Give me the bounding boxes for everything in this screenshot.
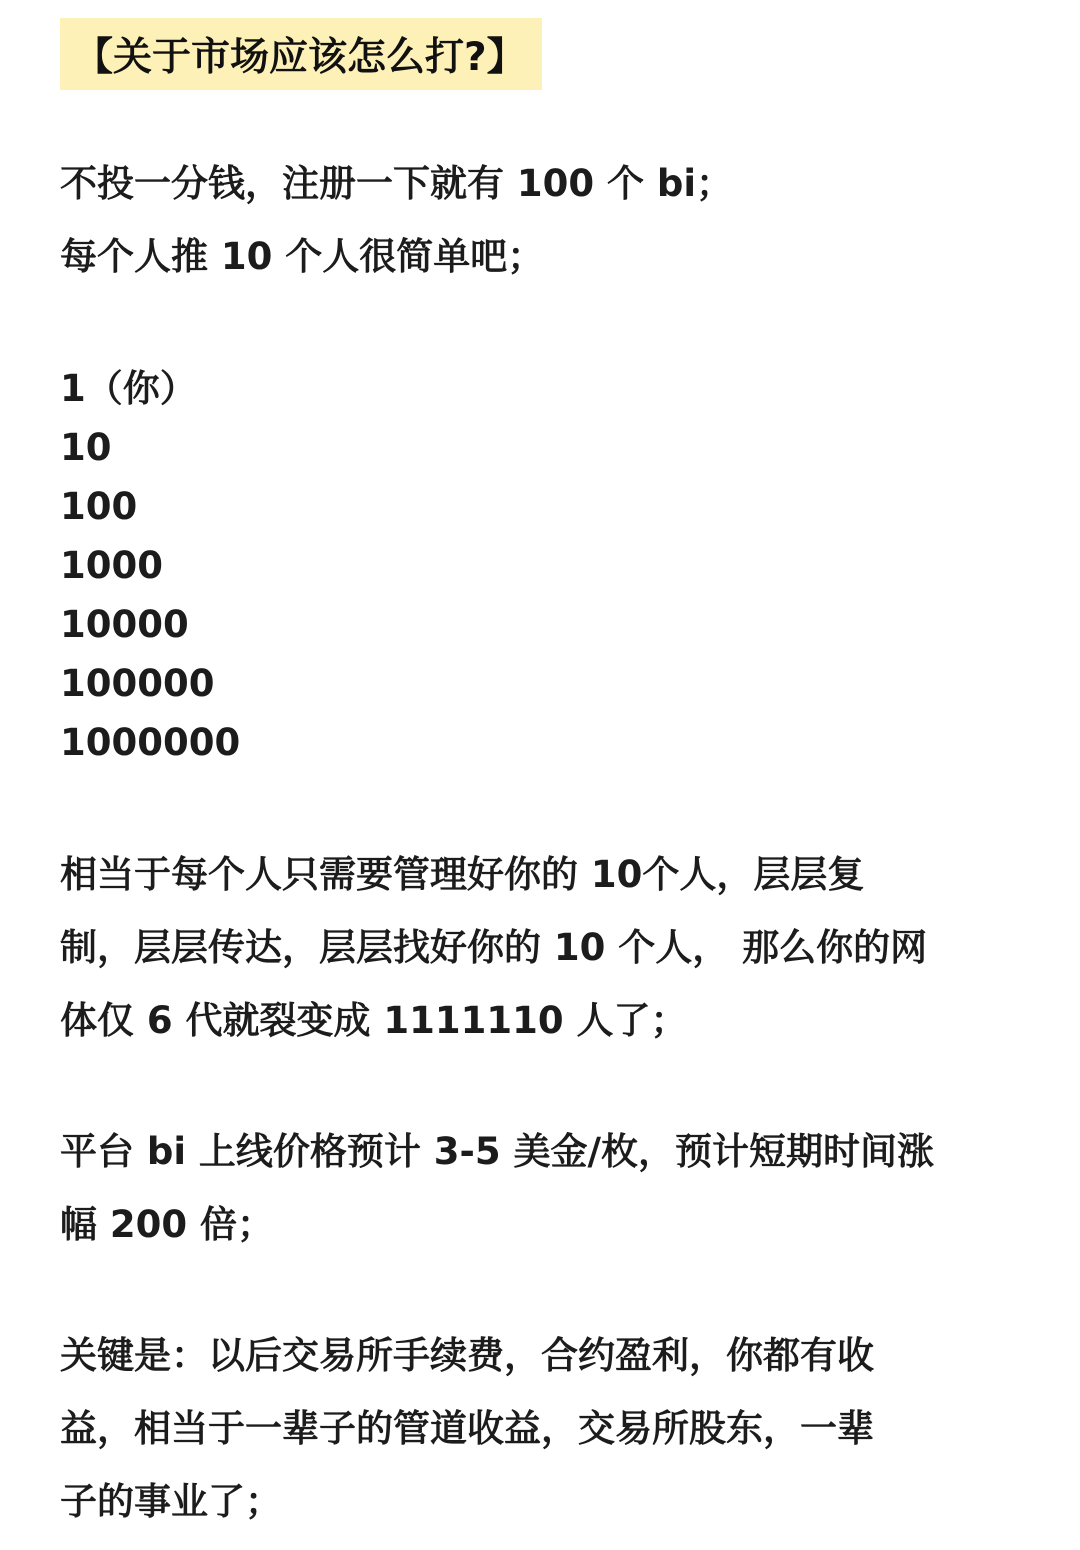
price-paragraph [60,1122,1035,1268]
key-point-paragraph [60,1326,1035,1545]
growth-level-2: 10 [60,426,112,469]
explanation-line-2: 制，层层传达，层层找好你的 10 个人， 那么你的网 [60,926,928,969]
growth-level-6: 100000 [60,662,215,705]
growth-list [60,359,1035,772]
price-line-1: 平台 bi 上线价格预计 3-5 美金/枚，预计短期时间涨 [60,1130,935,1173]
key-point-line-2: 益，相当于一辈子的管道收益，交易所股东，一辈 [60,1407,874,1450]
growth-level-4: 1000 [60,544,163,587]
intro-line-2: 每个人推 10 个人很简单吧； [60,235,545,278]
growth-level-5: 10000 [60,603,189,646]
intro-line-1: 不投一分钱，注册一下就有 100 个 bi； [60,162,734,205]
growth-level-3: 100 [60,485,138,528]
growth-level-1: 1（你） [60,367,197,410]
key-point-line-3: 子的事业了； [60,1480,282,1523]
explanation-line-3: 体仅 6 代就裂变成 1111110 人了； [60,999,688,1042]
price-line-2: 幅 200 倍； [60,1203,274,1246]
explanation-paragraph [60,845,1035,1064]
growth-level-7: 1000000 [60,721,241,764]
key-point-line-1: 关键是：以后交易所手续费，合约盈利，你都有收 [60,1334,874,1377]
page-title: 【关于市场应该怎么打?】 [74,35,526,80]
explanation-line-1: 相当于每个人只需要管理好你的 10个人，层层复 [60,853,865,896]
title-banner [60,18,542,90]
intro-paragraph [60,154,1035,300]
